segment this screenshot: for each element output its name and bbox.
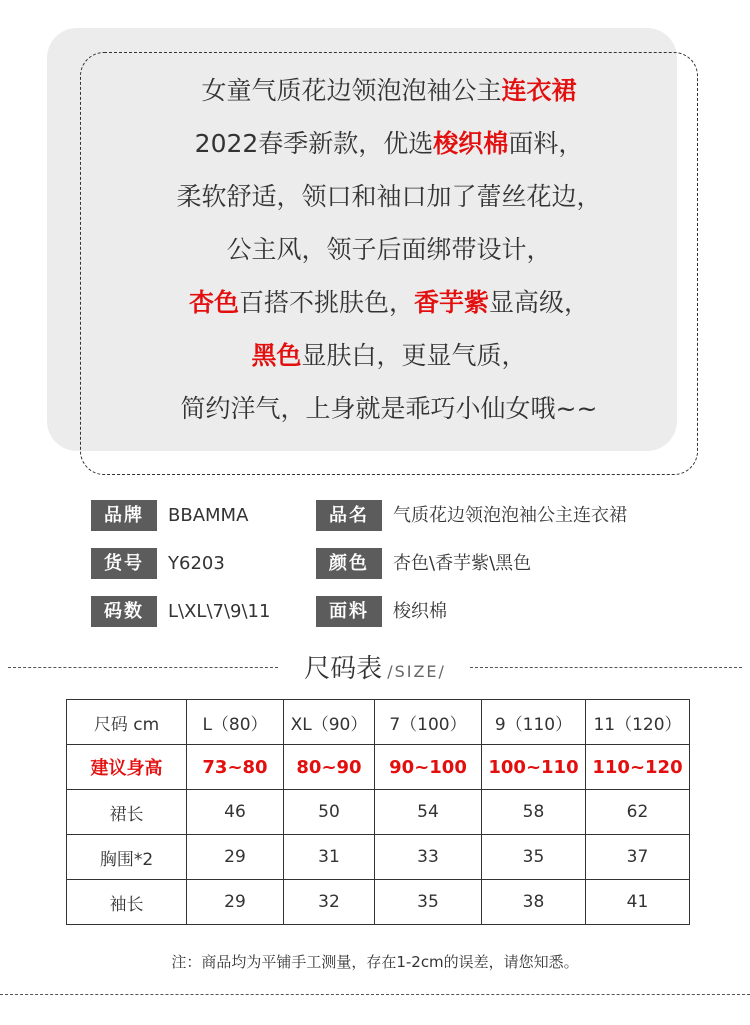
table-row — [67, 790, 690, 835]
brand-label: 品牌 — [91, 500, 157, 531]
table-cell: 73~80 — [187, 745, 284, 790]
product-name-label: 品名 — [316, 500, 382, 531]
table-cell: 50 — [284, 790, 375, 835]
promo-segment: 公主风，领子后面绑带设计， — [226, 235, 552, 264]
promo-highlight: 杏色 — [188, 288, 239, 317]
table-header-cell: L（80） — [187, 700, 284, 745]
promo-text — [80, 52, 698, 475]
promo-segment: 女童气质花边领泡泡袖公主 — [201, 76, 502, 105]
promo-highlight: 连衣裙 — [501, 76, 577, 105]
table-cell: 90~100 — [375, 745, 482, 790]
table-row — [67, 835, 690, 880]
table-row — [67, 880, 690, 925]
fabric-value: 梭织棉 — [393, 601, 447, 622]
fabric-label: 面料 — [316, 596, 382, 627]
table-header-cell: 9（110） — [482, 700, 586, 745]
row-label-cell: 建议身高 — [67, 745, 187, 790]
size-table — [66, 699, 690, 925]
promo-line — [80, 76, 698, 106]
size-chart-title — [0, 648, 750, 685]
product-name-value: 气质花边领泡泡袖公主连衣裙 — [393, 505, 627, 526]
table-cell: 80~90 — [284, 745, 375, 790]
table-cell: 29 — [187, 880, 284, 925]
promo-highlight: 梭织棉 — [433, 129, 509, 158]
promo-line — [80, 341, 698, 371]
table-header-cell: 11（120） — [586, 700, 690, 745]
table-cell: 100~110 — [482, 745, 586, 790]
table-cell: 62 — [586, 790, 690, 835]
promo-highlight: 香芋紫 — [414, 288, 490, 317]
row-label-cell: 袖长 — [67, 880, 187, 925]
table-cell: 35 — [375, 880, 482, 925]
promo-highlight: 黑色 — [251, 341, 302, 370]
promo-segment: 柔软舒适，领口和袖口加了蕾丝花边， — [176, 182, 602, 211]
table-cell: 38 — [482, 880, 586, 925]
table-cell: 33 — [375, 835, 482, 880]
item-no-value: Y6203 — [168, 553, 225, 574]
promo-line — [80, 394, 698, 424]
color-label: 颜色 — [316, 548, 382, 579]
table-cell: 46 — [187, 790, 284, 835]
table-cell: 54 — [375, 790, 482, 835]
promo-segment: 显肤白，更显气质， — [301, 341, 527, 370]
promo-line — [80, 288, 698, 318]
promo-segment: 面料， — [508, 129, 584, 158]
promo-segment: 显高级， — [489, 288, 590, 317]
item-no-label: 货号 — [91, 548, 157, 579]
sizes-label: 码数 — [91, 596, 157, 627]
promo-segment: 简约洋气，上身就是乖巧小仙女哦~~ — [180, 394, 598, 423]
promo-segment: 2022春季新款，优选 — [194, 129, 434, 158]
recommended-height-row — [67, 745, 690, 790]
promo-line — [80, 235, 698, 265]
table-cell: 110~120 — [586, 745, 690, 790]
promo-segment: 百搭不挑肤色， — [238, 288, 414, 317]
table-header-row — [67, 700, 690, 745]
table-header-cell: 尺码 cm — [67, 700, 187, 745]
table-cell: 32 — [284, 880, 375, 925]
bottom-divider — [0, 994, 750, 995]
color-value: 杏色\香芋紫\黑色 — [393, 553, 532, 574]
sizes-value: L\XL\7\9\11 — [168, 601, 271, 622]
brand-value: BBAMMA — [168, 505, 249, 526]
row-label-cell: 裙长 — [67, 790, 187, 835]
table-cell: 35 — [482, 835, 586, 880]
table-cell: 37 — [586, 835, 690, 880]
table-cell: 58 — [482, 790, 586, 835]
promo-line — [80, 182, 698, 212]
table-header-cell: 7（100） — [375, 700, 482, 745]
measurement-note: 注：商品均为平铺手工测量，存在1-2cm的误差，请您知悉。 — [171, 953, 579, 971]
size-chart-subtitle: /SIZE/ — [387, 662, 446, 681]
table-cell: 31 — [284, 835, 375, 880]
table-cell: 41 — [586, 880, 690, 925]
table-cell: 29 — [187, 835, 284, 880]
row-label-cell: 胸围*2 — [67, 835, 187, 880]
promo-line — [80, 129, 698, 159]
table-header-cell: XL（90） — [284, 700, 375, 745]
size-chart-title-text: 尺码表 — [304, 654, 383, 684]
